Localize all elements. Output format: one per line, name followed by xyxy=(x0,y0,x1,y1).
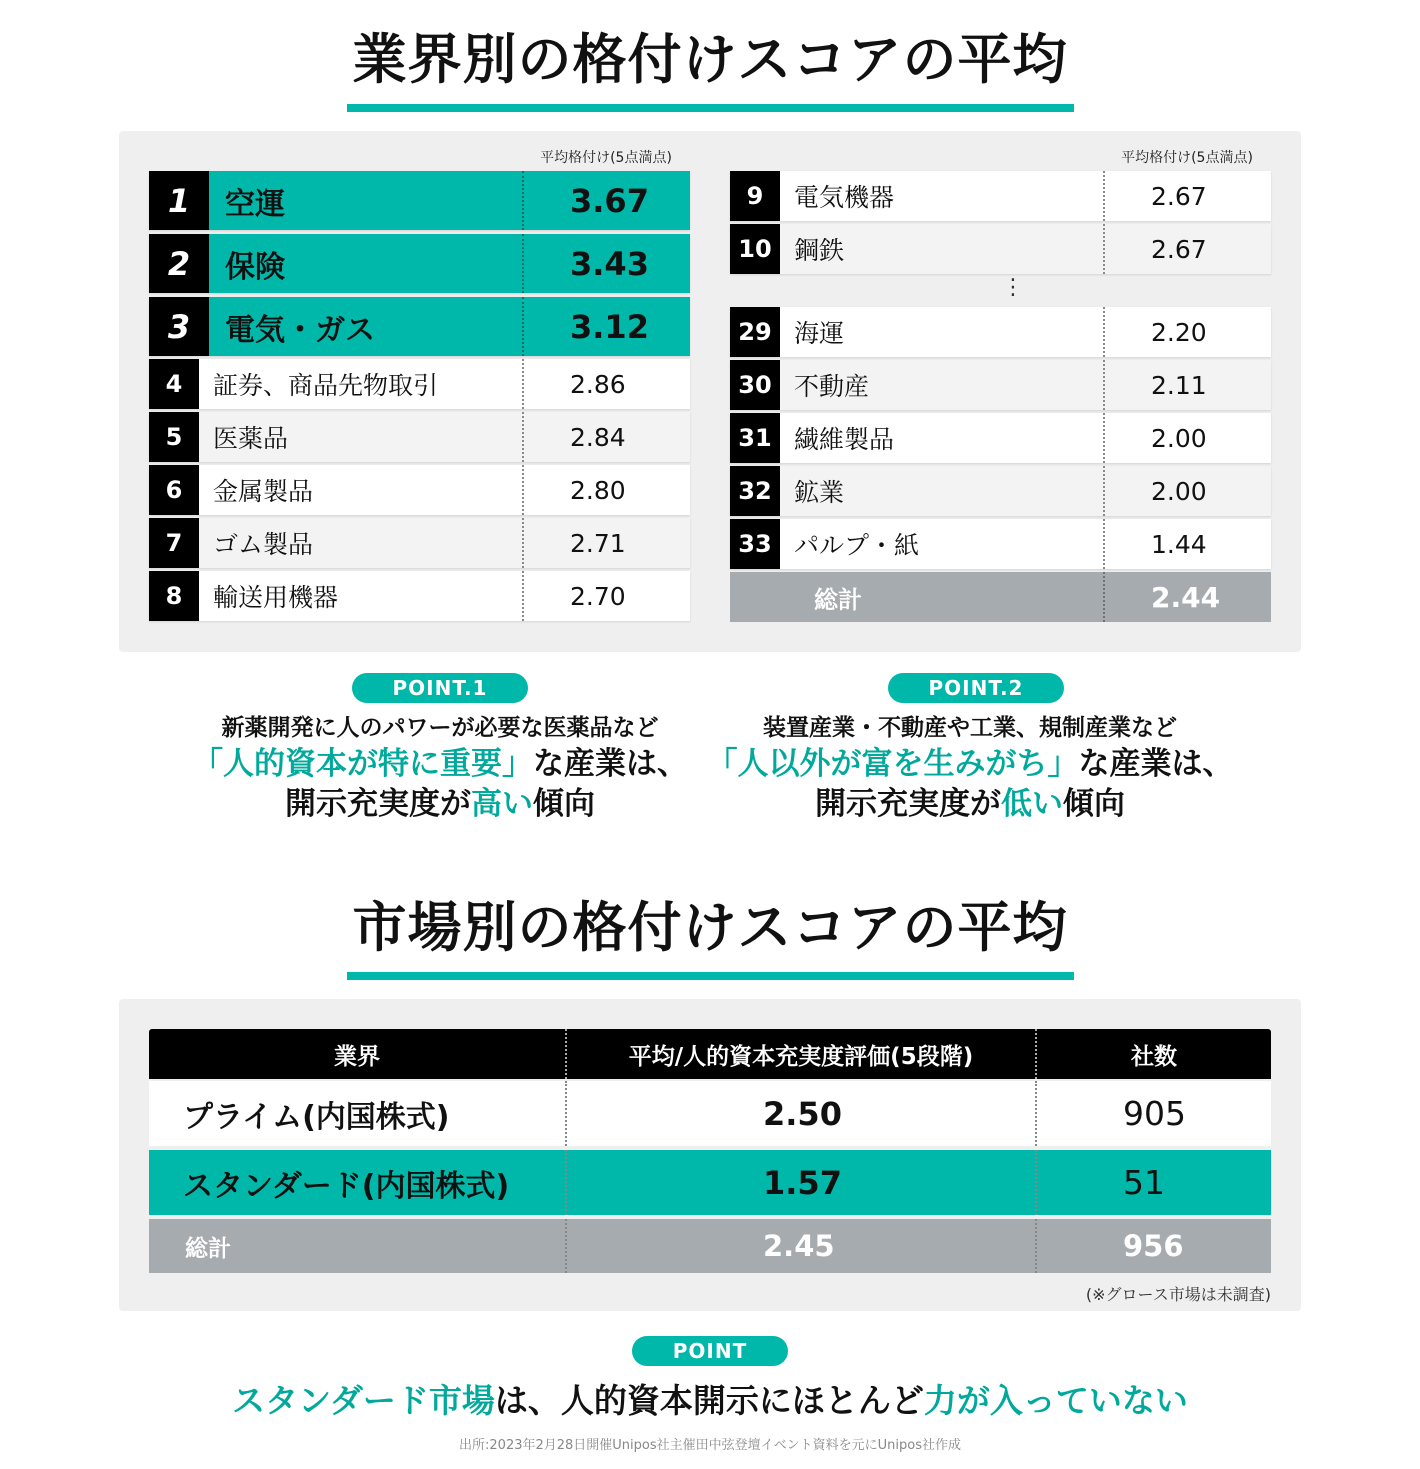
industry-name: 金属製品 xyxy=(213,477,314,506)
header-count: 社数 xyxy=(1035,1029,1271,1079)
rank-number: 7 xyxy=(149,518,199,568)
prime-count: 905 xyxy=(1035,1081,1271,1146)
score-value: 2.11 xyxy=(1103,360,1271,410)
total-row xyxy=(730,572,1271,622)
industry-name: 繊維製品 xyxy=(794,425,895,454)
score-value: 1.44 xyxy=(1103,519,1271,569)
table-row xyxy=(730,224,1271,274)
industry-title-text: 業界別の格付けスコアの平均 xyxy=(347,18,1074,112)
standard-name: スタンダード(内国株式) xyxy=(183,1168,510,1204)
total-name: 総計 xyxy=(185,1235,231,1262)
table-row xyxy=(730,466,1271,516)
point2-line3-pre: 開示充実度が xyxy=(815,786,1001,822)
industry-name: 医薬品 xyxy=(213,424,289,453)
market-table-header xyxy=(149,1029,1271,1079)
table-row xyxy=(149,465,690,515)
market-table xyxy=(149,1029,1271,1273)
score-value: 2.67 xyxy=(1103,224,1271,274)
point2-highlight: 「人以外が富を生みがち」 xyxy=(706,746,1079,782)
industry-name: パルプ・紙 xyxy=(794,531,920,560)
point2-line2-rest: な産業は、 xyxy=(1078,746,1234,782)
score-value: 2.70 xyxy=(522,571,690,621)
rank-number: 3 xyxy=(149,297,209,356)
total-score: 2.45 xyxy=(565,1219,1035,1273)
industry-section-title xyxy=(0,18,1420,112)
left-column-header: 平均格付け(5点満点) xyxy=(540,150,672,166)
market-title-text: 市場別の格付けスコアの平均 xyxy=(347,886,1074,980)
table-row xyxy=(730,413,1271,463)
score-value: 2.20 xyxy=(1103,307,1271,357)
point3-mid: は、人的資本開示にほとんど xyxy=(494,1381,924,1420)
industry-name: 保険 xyxy=(225,249,285,285)
rank-number: 29 xyxy=(730,307,780,357)
market-section-title xyxy=(0,886,1420,980)
industry-name: ゴム製品 xyxy=(213,530,314,559)
table-row xyxy=(149,171,690,230)
rank-number: 33 xyxy=(730,519,780,569)
point3-highlight2: 力が入っていない xyxy=(923,1381,1188,1420)
score-value: 2.67 xyxy=(1103,171,1271,221)
score-value: 2.84 xyxy=(522,412,690,462)
table-row-standard xyxy=(149,1150,1271,1215)
rank-number: 5 xyxy=(149,412,199,462)
point1-text xyxy=(180,712,700,824)
table-row xyxy=(149,234,690,293)
ellipsis-icon: ⋮ xyxy=(1002,275,1024,300)
table-row xyxy=(730,307,1271,357)
table-row xyxy=(149,518,690,568)
point2-line3-post: 傾向 xyxy=(1063,786,1125,822)
score-value: 3.43 xyxy=(522,234,690,293)
rank-number: 8 xyxy=(149,571,199,621)
score-value: 2.71 xyxy=(522,518,690,568)
point1-line2-rest: な産業は、 xyxy=(533,746,688,782)
industry-name: 空運 xyxy=(225,186,285,222)
table-row xyxy=(730,519,1271,569)
rank-number: 2 xyxy=(149,234,209,293)
point3-badge: POINT xyxy=(632,1336,788,1366)
total-value: 2.44 xyxy=(1103,572,1271,622)
point1-line3-post: 傾向 xyxy=(533,786,595,822)
point3-text xyxy=(0,1375,1420,1422)
industry-name: 電気・ガス xyxy=(225,312,375,348)
total-label: 総計 xyxy=(814,585,862,614)
table-row xyxy=(149,571,690,621)
industry-name: 電気機器 xyxy=(794,183,895,212)
point1-line3-highlight: 高い xyxy=(471,786,533,822)
table-row-prime xyxy=(149,1081,1271,1146)
point1-badge: POINT.1 xyxy=(352,673,528,703)
point2-line1: 装置産業・不動産や工業、規制産業など xyxy=(763,715,1177,741)
table-row xyxy=(149,359,690,409)
total-count: 956 xyxy=(1035,1219,1271,1273)
standard-score: 1.57 xyxy=(565,1150,1035,1215)
table-row xyxy=(730,360,1271,410)
right-column-header: 平均格付け(5点満点) xyxy=(1121,150,1253,166)
rank-number: 1 xyxy=(149,171,209,230)
industry-name: 鉱業 xyxy=(794,478,845,507)
industry-ranking-right xyxy=(730,171,1271,623)
score-value: 2.00 xyxy=(1103,466,1271,516)
prime-name: プライム(内国株式) xyxy=(183,1099,450,1135)
score-value: 3.12 xyxy=(522,297,690,356)
standard-count: 51 xyxy=(1035,1150,1271,1215)
industry-name: 鋼鉄 xyxy=(794,236,845,265)
table-row xyxy=(149,412,690,462)
rank-number: 10 xyxy=(730,224,780,274)
prime-score: 2.50 xyxy=(565,1081,1035,1146)
rank-number: 4 xyxy=(149,359,199,409)
score-value: 2.00 xyxy=(1103,413,1271,463)
rank-number: 9 xyxy=(730,171,780,221)
point2-text xyxy=(700,712,1240,824)
rank-number: 30 xyxy=(730,360,780,410)
rank-number: 32 xyxy=(730,466,780,516)
rank-number: 31 xyxy=(730,413,780,463)
point1-line3-pre: 開示充実度が xyxy=(285,786,471,822)
industry-name: 不動産 xyxy=(794,372,870,401)
point1-highlight: 「人的資本が特に重要」 xyxy=(192,746,533,782)
point3-highlight1: スタンダード市場 xyxy=(232,1381,495,1420)
industry-name: 海運 xyxy=(794,319,845,348)
point1-line1: 新薬開発に人のパワーが必要な医薬品など xyxy=(221,715,659,741)
point2-line3-highlight: 低い xyxy=(1001,786,1063,822)
header-industry: 業界 xyxy=(334,1043,380,1070)
rank-number: 6 xyxy=(149,465,199,515)
score-value: 2.86 xyxy=(522,359,690,409)
market-note: (※グロース市場は未調査) xyxy=(1085,1285,1271,1304)
score-value: 3.67 xyxy=(522,171,690,230)
score-value: 2.80 xyxy=(522,465,690,515)
header-score: 平均/人的資本充実度評価(5段階) xyxy=(565,1029,1035,1079)
industry-name: 証券、商品先物取引 xyxy=(213,371,439,400)
point2-badge: POINT.2 xyxy=(888,673,1064,703)
industry-name: 輸送用機器 xyxy=(213,583,339,612)
table-row-total xyxy=(149,1219,1271,1273)
table-row xyxy=(149,297,690,356)
industry-ranking-left xyxy=(149,171,690,623)
source-note: 出所:2023年2月28日開催Unipos社主催田中弦登壇イベント資料を元にUnipos社作成 xyxy=(459,1438,961,1453)
table-row xyxy=(730,171,1271,221)
